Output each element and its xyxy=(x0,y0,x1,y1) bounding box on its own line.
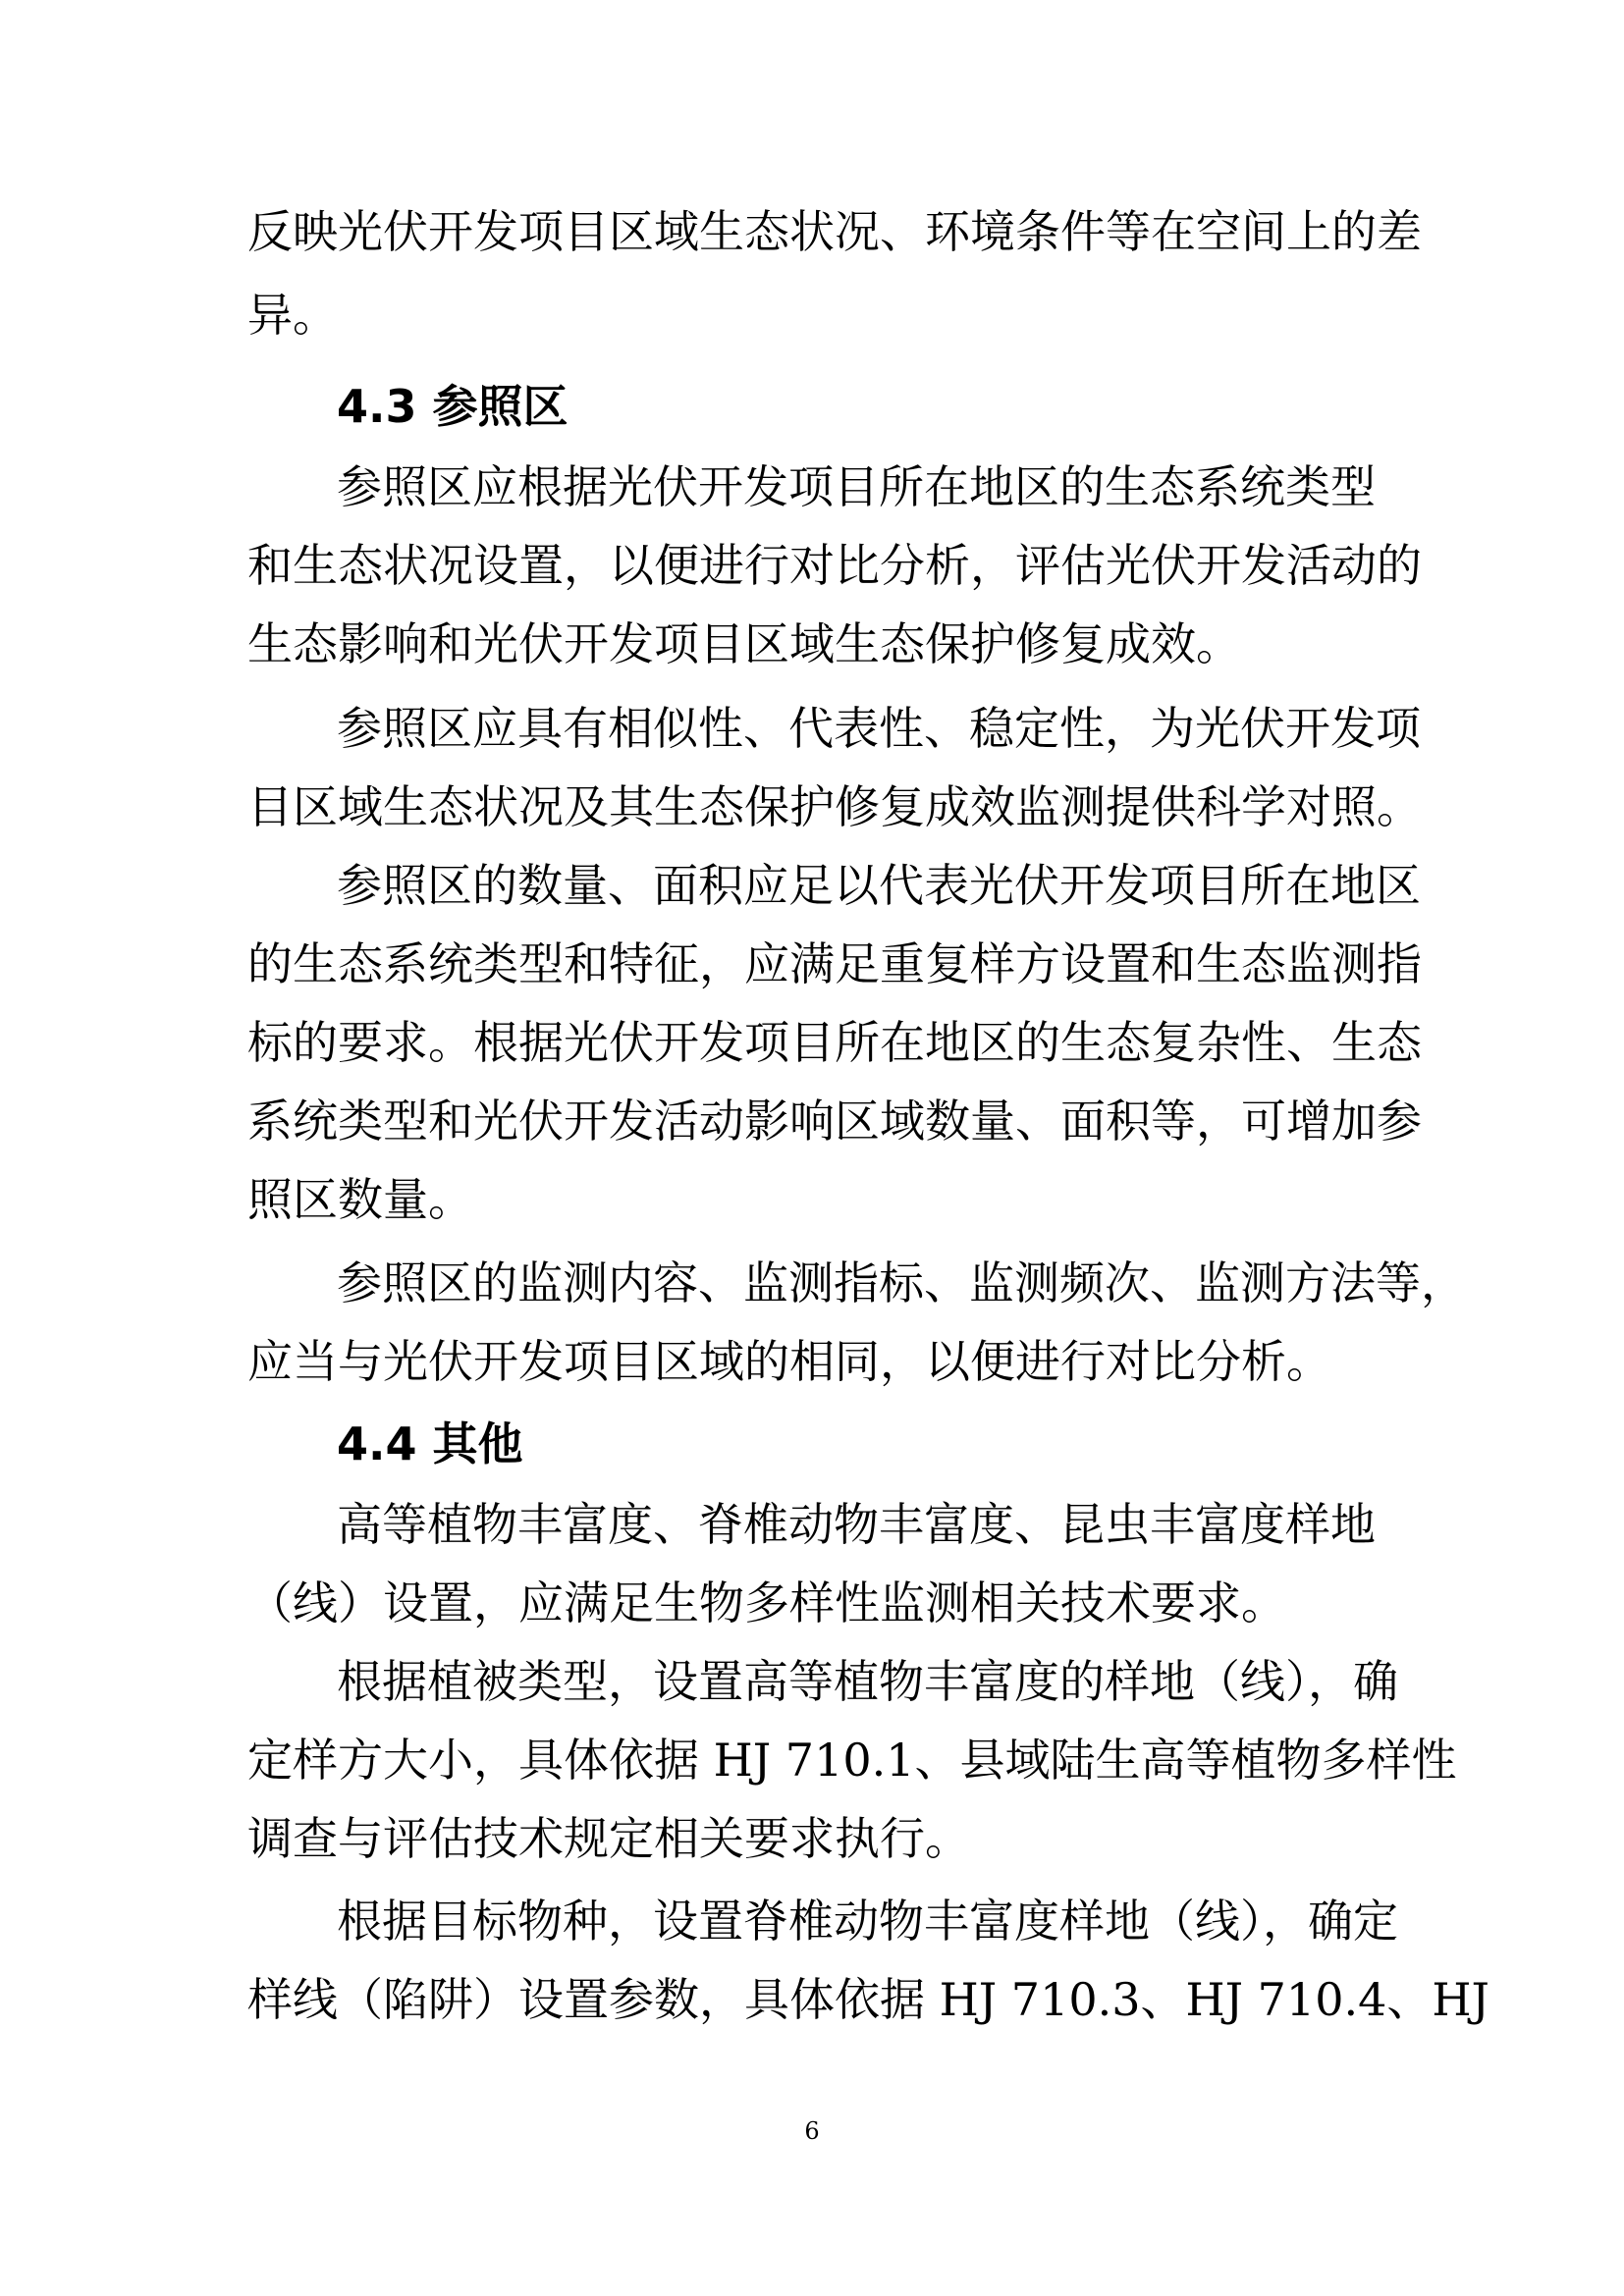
text-line: 的生态系统类型和特征，应满足重复样方设置和生态监测指 xyxy=(247,937,1422,990)
text-line: 系统类型和光伏开发活动影响区域数量、面积等，可增加参 xyxy=(247,1095,1422,1148)
text-line: 参照区应具有相似性、代表性、稳定性，为光伏开发项 xyxy=(337,702,1421,755)
text-line: 标的要求。根据光伏开发项目所在地区的生态复杂性、生态 xyxy=(247,1016,1422,1069)
text-line: 目区域生态状况及其生态保护修复成效监测提供科学对照。 xyxy=(247,780,1422,833)
text-line: （线）设置，应满足生物多样性监测相关技术要求。 xyxy=(247,1576,1286,1629)
text-line: 根据目标物种，设置脊椎动物丰富度样地（线），确定 xyxy=(337,1895,1398,1948)
text-line: 应当与光伏开发项目区域的相同，以便进行对比分析。 xyxy=(247,1335,1331,1388)
text-line: 参照区应根据光伏开发项目所在地区的生态系统类型 xyxy=(337,460,1376,513)
text-line: 定样方大小，具体依据 HJ 710.1、县域陆生高等植物多样性 xyxy=(247,1734,1457,1787)
text-line: 和生态状况设置，以便进行对比分析，评估光伏开发活动的 xyxy=(247,539,1422,592)
section-heading-4-4: 4.4 其他 xyxy=(337,1417,523,1470)
text-line: 高等植物丰富度、脊椎动物丰富度、昆虫丰富度样地 xyxy=(337,1498,1376,1551)
text-line: 照区数量。 xyxy=(247,1173,473,1226)
text-line: 生态影响和光伏开发项目区域生态保护修复成效。 xyxy=(247,617,1241,670)
text-line: 异。 xyxy=(247,289,338,342)
text-line: 调查与评估技术规定相关要求执行。 xyxy=(247,1812,970,1865)
page-number: 6 xyxy=(804,2117,820,2145)
text-line: 反映光伏开发项目区域生态状况、环境条件等在空间上的差 xyxy=(247,205,1422,258)
text-line: 参照区的监测内容、监测指标、监测频次、监测方法等， xyxy=(337,1256,1466,1309)
text-line: 根据植被类型，设置高等植物丰富度的样地（线），确 xyxy=(337,1655,1398,1708)
text-line: 样线（陷阱）设置参数，具体依据 HJ 710.3、HJ 710.4、HJ xyxy=(247,1973,1489,2026)
section-heading-4-3: 4.3 参照区 xyxy=(337,380,568,433)
text-line: 参照区的数量、面积应足以代表光伏开发项目所在地区 xyxy=(337,859,1421,912)
